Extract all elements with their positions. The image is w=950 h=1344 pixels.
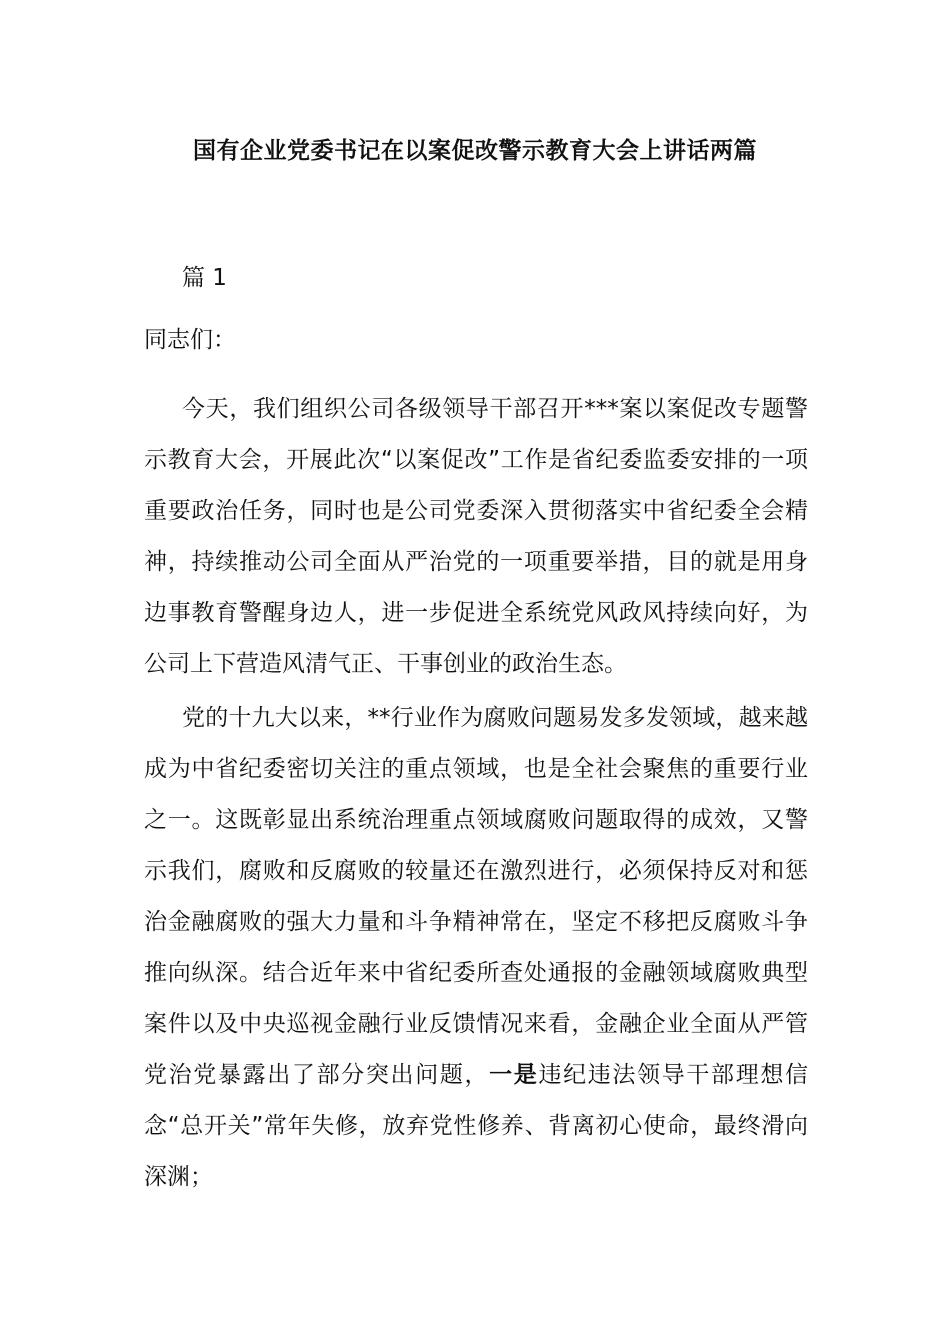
- paragraph-2-text-b: 违纪违法领导干部理想信念“总开关”常年失修，放弃党性修养、背离初心使命，最终滑向深渊；: [144, 1062, 809, 1190]
- paragraph-2-emphasis: 一是: [489, 1062, 539, 1088]
- document-title: 国有企业党委书记在以案促改警示教育大会上讲话两篇: [193, 138, 757, 164]
- section-label: 篇 1: [182, 265, 227, 291]
- paragraph-2-text-a: 党的十九大以来，**行业作为腐败问题易发多发领域，越来越成为中省纪委密切关注的重点领域，也是全社会聚焦的重要行业之一。这既彰显出系统治理重点领域腐败问题取得的成效，又警示我们，腐败和反腐败的较量还在激烈进行，必须保持反对和惩治金融腐败的强大力量和斗争精神常在，坚定不移把反腐败斗争推向纵深。结合近年来中省纪委所查处通报的金融领域腐败典型案件以及中央巡视金融行业反馈情况来看，金融企业全面从严管党治党暴露出了部分突出问题，: [144, 705, 808, 1088]
- paragraph-2: [144, 693, 808, 1203]
- greeting-text: 同志们：: [144, 327, 236, 353]
- paragraph-1: 今天，我们组织公司各级领导干部召开***案以案促改专题警示教育大会，开展此次“以案促改”工作是省纪委监委安排的一项重要政治任务，同时也是公司党委深入贯彻落实中省纪委全会精神，持续推动公司全面从严治党的一项重要举措，目的就是用身边事教育警醒身边人，进一步促进全系统党风政风持续向好，为公司上下营造风清气正、干事创业的政治生态。: [144, 396, 808, 677]
